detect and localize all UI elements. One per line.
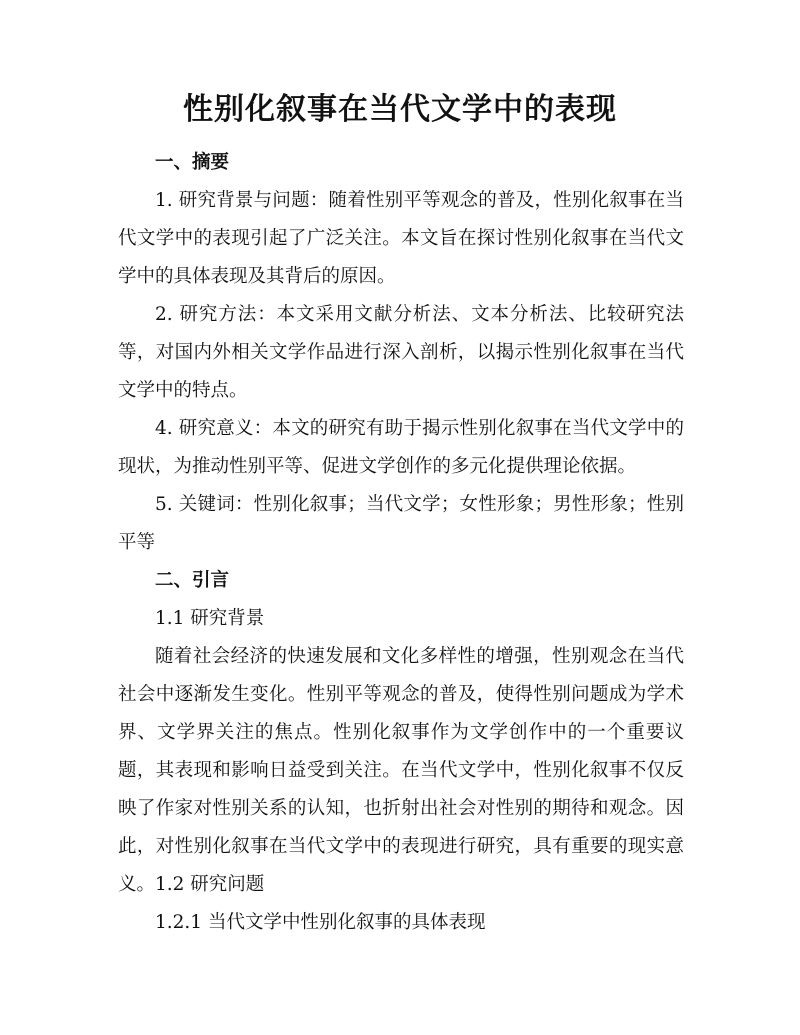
abstract-item-significance: 4. 研究意义：本文的研究有助于揭示性别化叙事在当代文学中的现状，为推动性别平等、促进文学创作的多元化提供理论依据。 <box>118 418 684 477</box>
subsection-heading-background: 1.1 研究背景 <box>155 608 265 629</box>
section-heading-introduction: 二、引言 <box>155 570 230 591</box>
subsubsection-heading-manifestations: 1.2.1 当代文学中性别化叙事的具体表现 <box>155 912 486 933</box>
abstract-item-background: 1. 研究背景与问题：随着性别平等观念的普及，性别化叙事在当代文学中的表现引起了广泛关注。本文旨在探讨性别化叙事在当代文学中的具体表现及其背后的原因。 <box>118 190 684 287</box>
subsection-heading-research-questions: 1.2 研究问题 <box>155 874 265 895</box>
document-title: 性别化叙事在当代文学中的表现 <box>183 92 617 127</box>
section-heading-abstract: 一、摘要 <box>155 152 230 173</box>
abstract-item-methods: 2. 研究方法：本文采用文献分析法、文本分析法、比较研究法等，对国内外相关文学作品进行深入剖析，以揭示性别化叙事在当代文学中的特点。 <box>118 304 684 401</box>
abstract-item-keywords: 5. 关键词：性别化叙事；当代文学；女性形象；男性形象；性别平等 <box>118 494 684 553</box>
introduction-background-paragraph: 随着社会经济的快速发展和文化多样性的增强，性别观念在当代社会中逐渐发生变化。性别平等观念的普及，使得性别问题成为学术界、文学界关注的焦点。性别化叙事作为文学创作中的一个重要议题，其表现和影响日益受到关注。在当代文学中，性别化叙事不仅反映了作家对性别关系的认知，也折射出社会对性别的期待和观念。因此，对性别化叙事在当代文学中的表现进行研究，具有重要的现实意义。 <box>118 646 684 895</box>
